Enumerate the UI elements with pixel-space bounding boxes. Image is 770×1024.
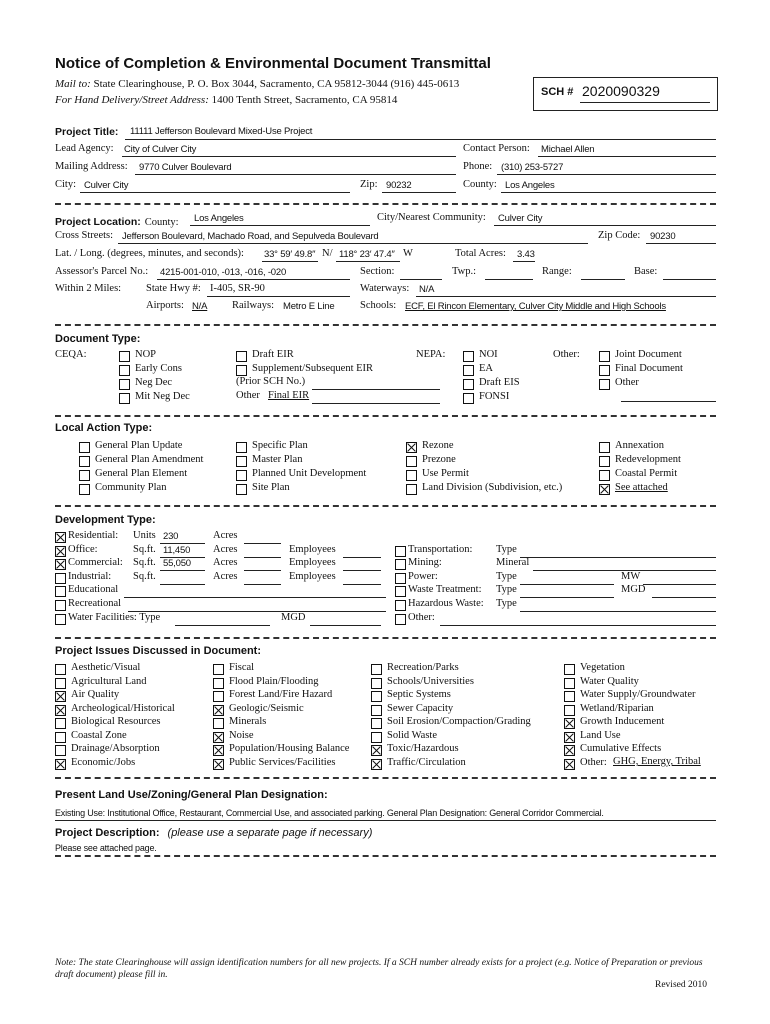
specific-plan-label: Specific Plan	[252, 440, 308, 451]
section-divider	[55, 637, 716, 639]
field-underline[interactable]	[520, 557, 716, 558]
total-acres-value[interactable]: 3.43	[517, 249, 535, 260]
land-use-label: Land Use	[580, 729, 621, 741]
draft-eir-checkbox[interactable]	[236, 351, 247, 362]
educational-label: Educational	[68, 584, 119, 596]
section-label: Section:	[360, 266, 395, 277]
project-description-line	[55, 823, 372, 841]
master-plan-label: Master Plan	[252, 454, 303, 465]
twp-label: Twp.:	[452, 266, 477, 277]
soil-erosion-compaction-grading-label: Soil Erosion/Compaction/Grading	[387, 716, 531, 727]
joint-document-checkbox[interactable]	[599, 351, 610, 362]
rezone-label: Rezone	[422, 440, 454, 451]
other-label: Other:	[580, 756, 607, 768]
planned-unit-development-label: Planned Unit Development	[252, 468, 367, 479]
field-underline[interactable]	[520, 584, 614, 585]
aesthetic-visual-checkbox[interactable]	[55, 664, 66, 675]
location-label: Project Location:	[55, 216, 141, 228]
cross-streets-value[interactable]: Jefferson Boulevard, Machado Road, and Sepulveda Boulevard	[122, 231, 379, 242]
see-attached-label: See attached	[615, 482, 668, 493]
schools-label: Schools:	[360, 300, 397, 311]
mailing-value[interactable]: 9770 Culver Boulevard	[139, 162, 232, 173]
population-housing-balance-label: Population/Housing Balance	[229, 743, 350, 754]
general-plan-element-checkbox[interactable]	[79, 470, 90, 481]
geologic-seismic-checkbox[interactable]	[213, 705, 224, 716]
power-label: Power:	[408, 570, 438, 582]
hazardous-waste-label: Hazardous Waste:	[408, 598, 484, 609]
state-hwy-label: State Hwy #:	[146, 283, 201, 294]
cumulative-effects-checkbox[interactable]	[564, 745, 575, 756]
coastal-permit-checkbox[interactable]	[599, 470, 610, 481]
land-division-subdivision-etc-checkbox[interactable]	[406, 484, 417, 495]
other-eir-label: Other	[236, 390, 260, 401]
final-document-label: Final Document	[615, 363, 683, 374]
contact-value[interactable]: Michael Allen	[541, 144, 595, 155]
traffic-circulation-checkbox[interactable]	[371, 759, 382, 770]
employees-label: Employees	[289, 557, 336, 569]
mail-to-address: State Clearinghouse, P. O. Box 3044, Sacramento, CA 95812-3044 (916) 445-0613	[93, 78, 460, 90]
site-plan-checkbox[interactable]	[236, 484, 247, 495]
joint-document-label: Joint Document	[615, 349, 682, 360]
phone-value[interactable]: (310) 253-5727	[501, 162, 564, 173]
county-label: County:	[463, 179, 497, 190]
redevelopment-label: Redevelopment	[615, 454, 681, 465]
residential-label: Residential:	[68, 530, 119, 541]
water-supply-groundwater-checkbox[interactable]	[564, 691, 575, 702]
commercial-checkbox[interactable]	[55, 559, 66, 570]
field-underline[interactable]	[343, 584, 381, 585]
airports-value[interactable]: N/A	[192, 301, 208, 312]
land-use-heading: Present Land Use/Zoning/General Plan Designation:	[55, 789, 328, 801]
field-underline[interactable]	[244, 557, 281, 558]
contact-label: Contact Person:	[463, 143, 530, 154]
city-value[interactable]: Culver City	[84, 180, 129, 191]
lead-agency-value[interactable]: City of Culver City	[124, 144, 197, 155]
field-underline[interactable]	[244, 584, 281, 585]
field-underline[interactable]	[343, 557, 381, 558]
nop-label: NOP	[135, 349, 157, 360]
airports-label: Airports:	[146, 300, 184, 311]
county-value[interactable]: Los Angeles	[505, 180, 555, 191]
apn-label: Assessor's Parcel No.:	[55, 266, 149, 277]
document-type-heading: Document Type:	[55, 333, 141, 345]
coastal-zone-checkbox[interactable]	[55, 732, 66, 743]
field-underline[interactable]	[244, 543, 281, 544]
total-acres-label: Total Acres:	[455, 248, 506, 259]
supplement-subsequent-eir-checkbox[interactable]	[236, 365, 247, 376]
supplement-subsequent-eir-label: Supplement/Subsequent EIR	[252, 363, 374, 374]
other-label: Other	[615, 377, 639, 388]
prior-sch-label: (Prior SCH No.)	[236, 376, 306, 387]
vegetation-label: Vegetation	[580, 662, 625, 673]
latitude-value[interactable]: 33° 59′ 49.8″	[264, 249, 316, 260]
flood-plain-flooding-checkbox[interactable]	[213, 678, 224, 689]
early-cons-checkbox[interactable]	[119, 365, 130, 376]
septic-systems-label: Septic Systems	[387, 689, 451, 700]
local-action-heading: Local Action Type:	[55, 422, 153, 434]
biological-resources-label: Biological Resources	[71, 716, 161, 727]
wetland-riparian-checkbox[interactable]	[564, 705, 575, 716]
footer-note: Note: The state Clearinghouse will assign identification numbers for all new projects. If a SCH number already exists for a project (e.g. Notice of Preparation or previous draft document) please fill in.	[55, 958, 703, 980]
zip-label: Zip:	[360, 179, 378, 190]
apn-value[interactable]: 4215-001-010, -013, -016, -020	[160, 267, 287, 278]
drainage-absorption-checkbox[interactable]	[55, 745, 66, 756]
latlong-label: Lat. / Long. (degrees, minutes, and seconds):	[55, 248, 244, 259]
other-checkbox[interactable]	[564, 759, 575, 770]
mw-label: MW	[621, 570, 641, 582]
nearest-community-value[interactable]: Culver City	[498, 213, 543, 224]
public-services-facilities-checkbox[interactable]	[213, 759, 224, 770]
project-title-label: Project Title:	[55, 126, 119, 138]
air-quality-label: Air Quality	[71, 689, 120, 700]
zip-value[interactable]: 90232	[386, 180, 412, 191]
air-quality-checkbox[interactable]	[55, 691, 66, 702]
other-checkbox[interactable]	[599, 379, 610, 390]
hand-delivery-address: 1400 Tenth Street, Sacramento, CA 95814	[211, 94, 398, 106]
waste-treatment-checkbox[interactable]	[395, 586, 406, 597]
coastal-permit-label: Coastal Permit	[615, 468, 678, 479]
section-divider	[55, 777, 716, 779]
water-quality-checkbox[interactable]	[564, 678, 575, 689]
acres-label: Acres	[213, 557, 238, 569]
population-housing-balance-checkbox[interactable]	[213, 745, 224, 756]
educational-checkbox[interactable]	[55, 586, 66, 597]
solid-waste-checkbox[interactable]	[371, 732, 382, 743]
section-divider	[55, 505, 716, 507]
early-cons-label: Early Cons	[135, 363, 182, 374]
septic-systems-checkbox[interactable]	[371, 691, 382, 702]
schools-value[interactable]: ECF, El Rincon Elementary, Culver City Middle and High Schools	[405, 301, 666, 312]
field-underline[interactable]	[175, 625, 270, 626]
general-plan-amendment-label: General Plan Amendment	[95, 454, 204, 465]
development-type-heading: Development Type:	[55, 514, 156, 526]
industrial-checkbox[interactable]	[55, 573, 66, 584]
commercial-label: Commercial:	[68, 557, 123, 569]
longitude-value[interactable]: 118° 23′ 47.4″	[339, 249, 395, 260]
industrial-label: Industrial:	[68, 570, 112, 582]
state-hwy-value[interactable]: I-405, SR-90	[210, 283, 265, 294]
archeological-historical-label: Archeological/Historical	[71, 702, 175, 714]
hand-delivery-line	[55, 94, 397, 106]
cross-streets-label: Cross Streets:	[55, 230, 114, 241]
sqft-label: Sq.ft.	[133, 570, 156, 582]
field-underline[interactable]	[343, 570, 381, 571]
community-plan-checkbox[interactable]	[79, 484, 90, 495]
planned-unit-development-checkbox[interactable]	[236, 470, 247, 481]
fiscal-checkbox[interactable]	[213, 664, 224, 675]
specific-plan-checkbox[interactable]	[236, 442, 247, 453]
waterways-label: Waterways:	[360, 283, 410, 294]
aesthetic-visual-label: Aesthetic/Visual	[71, 662, 141, 673]
mailing-label: Mailing Address:	[55, 161, 128, 172]
field-underline[interactable]	[310, 625, 381, 626]
nearest-community-label: City/Nearest Community:	[377, 212, 486, 223]
draft-eis-checkbox[interactable]	[463, 379, 474, 390]
minerals-label: Minerals	[229, 716, 267, 727]
general-plan-update-label: General Plan Update	[95, 440, 183, 451]
mail-to-line	[55, 78, 459, 90]
project-issues-heading: Project Issues Discussed in Document:	[55, 645, 262, 657]
land-use-checkbox[interactable]	[564, 732, 575, 743]
office-label: Office:	[68, 543, 98, 555]
economic-jobs-label: Economic/Jobs	[71, 756, 136, 768]
forest-land-fire-hazard-label: Forest Land/Fire Hazard	[229, 689, 333, 700]
sewer-capacity-label: Sewer Capacity	[387, 702, 454, 714]
land-division-subdivision-etc-label: Land Division (Subdivision, etc.)	[422, 482, 563, 493]
recreation-parks-checkbox[interactable]	[371, 664, 382, 675]
see-attached-checkbox[interactable]	[599, 484, 610, 495]
site-plan-label: Site Plan	[252, 482, 290, 493]
minerals-checkbox[interactable]	[213, 718, 224, 729]
toxic-hazardous-label: Toxic/Hazardous	[387, 743, 459, 754]
agricultural-land-checkbox[interactable]	[55, 678, 66, 689]
sewer-capacity-checkbox[interactable]	[371, 705, 382, 716]
sqft-value[interactable]: 55,050	[163, 558, 191, 570]
project-description-label: Project Description:	[55, 827, 160, 839]
noi-label: NOI	[479, 349, 498, 360]
general-plan-update-checkbox[interactable]	[79, 442, 90, 453]
field-underline[interactable]	[128, 611, 386, 612]
draft-eis-label: Draft EIS	[479, 377, 520, 388]
section-divider	[55, 415, 716, 417]
location-county-value[interactable]: Los Angeles	[194, 213, 244, 224]
employees-label: Employees	[289, 543, 336, 555]
prezone-checkbox[interactable]	[406, 456, 417, 467]
location-zip-value[interactable]: 90230	[650, 231, 676, 242]
railways-value[interactable]: Metro E Line	[283, 301, 335, 312]
schools-universities-checkbox[interactable]	[371, 678, 382, 689]
railways-label: Railways:	[232, 300, 274, 311]
economic-jobs-checkbox[interactable]	[55, 759, 66, 770]
field-underline[interactable]	[652, 597, 716, 598]
cumulative-effects-label: Cumulative Effects	[580, 743, 662, 754]
noise-label: Noise	[229, 729, 254, 741]
field-underline[interactable]	[124, 597, 386, 598]
water-quality-label: Water Quality	[580, 675, 639, 687]
wetland-riparian-label: Wetland/Riparian	[580, 702, 654, 714]
mining-checkbox[interactable]	[395, 559, 406, 570]
units-value[interactable]: 230	[163, 531, 179, 542]
project-title-value[interactable]: 11111 Jefferson Boulevard Mixed-Use Project	[130, 126, 313, 137]
soil-erosion-compaction-grading-checkbox[interactable]	[371, 718, 382, 729]
sch-number[interactable]: 2020090329	[582, 83, 660, 99]
employees-label: Employees	[289, 570, 336, 582]
geologic-seismic-label: Geologic/Seismic	[229, 702, 304, 714]
nop-checkbox[interactable]	[119, 351, 130, 362]
growth-inducement-label: Growth Inducement	[580, 716, 665, 727]
water-facilities-type-checkbox[interactable]	[55, 614, 66, 625]
ceqa-label: CEQA:	[55, 349, 87, 360]
draft-eir-label: Draft EIR	[252, 349, 294, 360]
flood-plain-flooding-label: Flood Plain/Flooding	[229, 675, 319, 687]
mail-to-label: Mail to:	[55, 78, 91, 90]
biological-resources-checkbox[interactable]	[55, 718, 66, 729]
general-plan-amendment-checkbox[interactable]	[79, 456, 90, 467]
use-permit-label: Use Permit	[422, 468, 469, 479]
doc-other-label: Other:	[553, 349, 580, 360]
forest-land-fire-hazard-checkbox[interactable]	[213, 691, 224, 702]
archeological-historical-checkbox[interactable]	[55, 705, 66, 716]
transportation-checkbox[interactable]	[395, 546, 406, 557]
ea-label: EA	[479, 363, 493, 374]
solid-waste-label: Solid Waste	[387, 729, 438, 741]
field-underline[interactable]	[520, 597, 614, 598]
form-title: Notice of Completion & Environmental Document Transmittal	[55, 55, 491, 72]
acres-label: Acres	[213, 543, 238, 555]
coastal-zone-label: Coastal Zone	[71, 729, 127, 741]
recreational-checkbox[interactable]	[55, 600, 66, 611]
fonsi-label: FONSI	[479, 391, 510, 402]
sqft-label: Sq.ft.	[133, 557, 156, 569]
public-services-facilities-label: Public Services/Facilities	[229, 756, 336, 768]
mining-label: Mining:	[408, 557, 442, 569]
phone-label: Phone:	[463, 161, 493, 172]
long-west-label: W	[403, 248, 413, 259]
other-label: Other:	[408, 611, 435, 623]
master-plan-checkbox[interactable]	[236, 456, 247, 467]
hand-delivery-label: For Hand Delivery/Street Address:	[55, 94, 209, 106]
transportation-type-label: Type	[496, 543, 517, 555]
location-county-label: County:	[144, 217, 179, 228]
fonsi-checkbox[interactable]	[463, 393, 474, 404]
project-description-value[interactable]: Please see attached page.	[55, 843, 157, 853]
noise-checkbox[interactable]	[213, 732, 224, 743]
rezone-checkbox[interactable]	[406, 442, 417, 453]
field-underline[interactable]	[160, 584, 205, 585]
sqft-label: Sq.ft.	[133, 543, 156, 555]
office-checkbox[interactable]	[55, 546, 66, 557]
water-supply-groundwater-label: Water Supply/Groundwater	[580, 689, 696, 700]
ea-checkbox[interactable]	[463, 365, 474, 376]
waste-mgd-label: MGD	[621, 584, 646, 596]
mgd-label: MGD	[281, 611, 306, 623]
field-underline[interactable]	[160, 570, 205, 571]
field-underline[interactable]	[244, 570, 281, 571]
transportation-label: Transportation:	[408, 543, 473, 555]
growth-inducement-checkbox[interactable]	[564, 718, 575, 729]
within-2-miles-label: Within 2 Miles:	[55, 283, 122, 294]
use-permit-checkbox[interactable]	[406, 470, 417, 481]
sch-label: SCH #	[541, 86, 574, 98]
toxic-hazardous-checkbox[interactable]	[371, 745, 382, 756]
field-underline[interactable]	[520, 611, 716, 612]
other-checkbox[interactable]	[395, 614, 406, 625]
location-line	[55, 212, 179, 230]
revised-label: Revised 2010	[655, 980, 707, 990]
base-label: Base:	[634, 266, 658, 277]
field-underline[interactable]	[440, 625, 716, 626]
section-divider	[55, 855, 716, 857]
mineral-label: Mineral	[496, 557, 530, 569]
location-zip-label: Zip Code:	[598, 230, 641, 241]
residential-checkbox[interactable]	[55, 532, 66, 543]
lead-agency-label: Lead Agency:	[55, 143, 114, 154]
redevelopment-checkbox[interactable]	[599, 456, 610, 467]
power-type-label: Type	[496, 570, 517, 582]
mit-neg-dec-label: Mit Neg Dec	[135, 391, 190, 402]
recreational-label: Recreational	[68, 598, 122, 609]
hazardous-waste-checkbox[interactable]	[395, 600, 406, 611]
section-divider	[55, 324, 716, 326]
hazardous-type-label: Type	[496, 598, 517, 609]
project-description-hint: (please use a separate page if necessary)	[167, 827, 373, 839]
fiscal-label: Fiscal	[229, 662, 255, 673]
final-document-checkbox[interactable]	[599, 365, 610, 376]
recreation-parks-label: Recreation/Parks	[387, 662, 459, 673]
neg-dec-label: Neg Dec	[135, 377, 173, 388]
mit-neg-dec-checkbox[interactable]	[119, 393, 130, 404]
waste-type-label: Type	[496, 584, 517, 596]
other-eir-value[interactable]: Final EIR	[268, 390, 310, 401]
neg-dec-checkbox[interactable]	[119, 379, 130, 390]
prezone-label: Prezone	[422, 454, 456, 465]
community-plan-label: Community Plan	[95, 482, 167, 493]
land-use-text[interactable]: Existing Use: Institutional Office, Restaurant, Commercial Use, and associated parking. General Plan Designation: General Corridor Commercial.	[55, 808, 604, 818]
power-checkbox[interactable]	[395, 573, 406, 584]
water-facilities-type-label: Water Facilities: Type	[68, 611, 161, 623]
agricultural-land-label: Agricultural Land	[71, 675, 147, 687]
field-underline[interactable]	[643, 584, 716, 585]
section-divider	[55, 203, 716, 205]
drainage-absorption-label: Drainage/Absorption	[71, 743, 160, 754]
lat-north-label: N/	[322, 248, 333, 259]
nepa-label: NEPA:	[416, 349, 446, 360]
acres-label: Acres	[213, 530, 238, 541]
traffic-circulation-label: Traffic/Circulation	[387, 756, 466, 768]
waterways-value[interactable]: N/A	[419, 284, 435, 295]
annexation-label: Annexation	[615, 440, 664, 451]
noi-checkbox[interactable]	[463, 351, 474, 362]
general-plan-element-label: General Plan Element	[95, 468, 188, 479]
vegetation-checkbox[interactable]	[564, 664, 575, 675]
issues-other-value[interactable]: GHG, Energy, Tribal	[613, 756, 701, 767]
acres-label: Acres	[213, 570, 238, 582]
range-label: Range:	[542, 266, 572, 277]
city-label: City:	[55, 179, 77, 190]
annexation-checkbox[interactable]	[599, 442, 610, 453]
units-label: Units	[133, 530, 156, 541]
sqft-value[interactable]: 11,450	[163, 544, 191, 556]
waste-treatment-label: Waste Treatment:	[408, 584, 482, 596]
schools-universities-label: Schools/Universities	[387, 675, 474, 687]
